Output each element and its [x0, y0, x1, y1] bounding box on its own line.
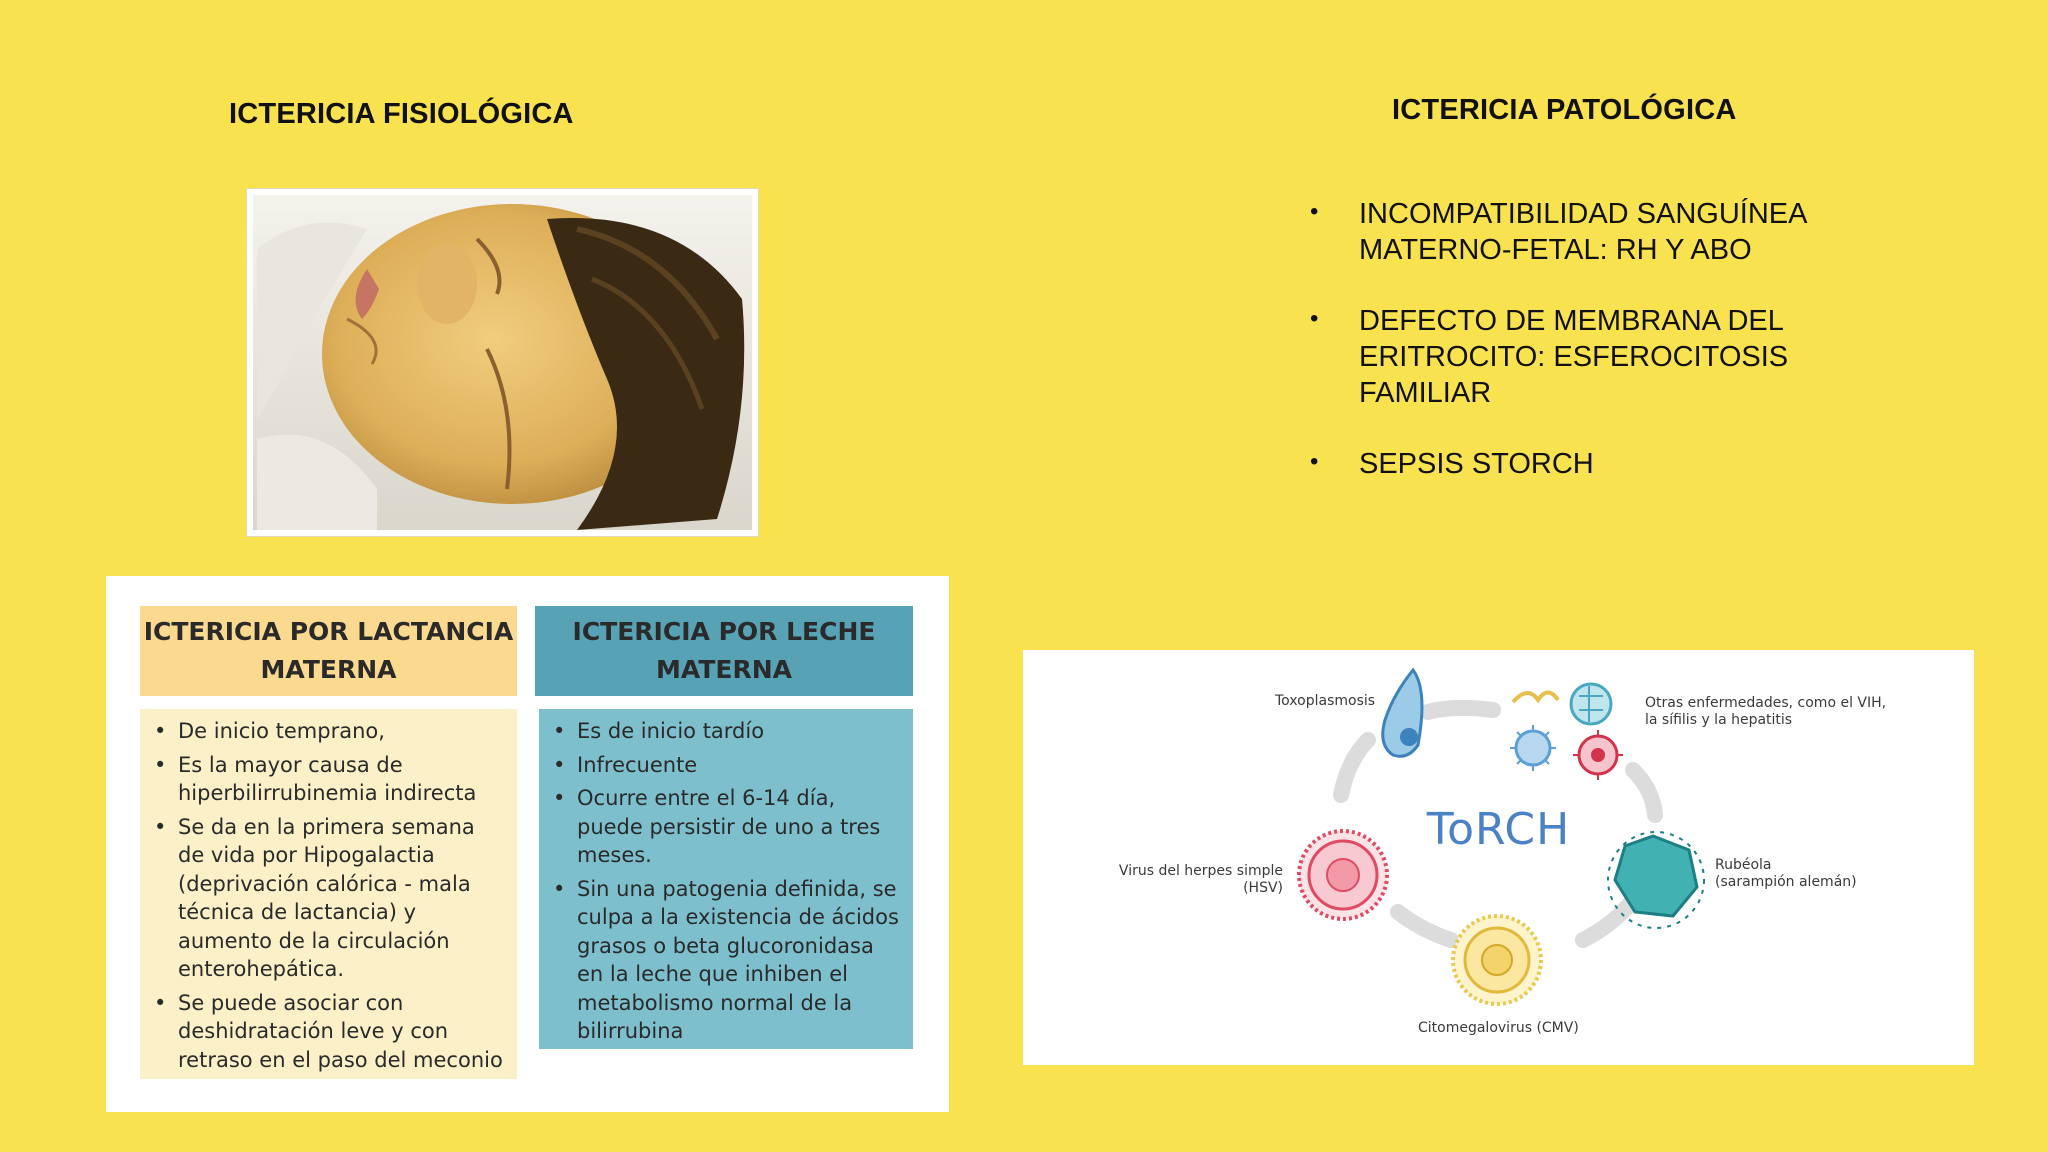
list-item: • De inicio temprano,: [148, 717, 507, 746]
other-diseases-label: Otras enfermedades, como el VIH, la sífilis y la hepatitis: [1645, 695, 1887, 728]
toxoplasmosis-label: Toxoplasmosis: [1275, 693, 1376, 709]
list-item: • Se puede asociar con deshidratación leve y con retraso en el paso del meconio: [148, 989, 507, 1075]
newborn-jaundice-photo: [246, 188, 759, 537]
cmv-label: Citomegalovirus (CMV): [1418, 1020, 1579, 1036]
list-item: • Se da en la primera semana de vida por Hipogalactia (deprivación calórica - mala técnica de lactancia) y aumento de la circulación enterohepática.: [148, 813, 507, 984]
torch-title: ToRCH: [1426, 804, 1571, 855]
rubella-label: Rubéola (sarampión alemán): [1715, 857, 1857, 890]
list-item: • Ocurre entre el 6-14 día, puede persistir de uno a tres meses.: [547, 784, 903, 870]
breastfeeding-jaundice-comparison: [106, 576, 949, 1112]
list-item: • Sin una patogenia definida, se culpa a la existencia de ácidos grasos o beta glucoronidasa en la leche que inhiben el metabolismo normal de la bilirrubina: [547, 875, 903, 1046]
toxoplasma-icon: [1383, 670, 1422, 756]
pathologic-causes-list: [1310, 196, 1910, 517]
cause-item: • INCOMPATIBILIDAD SANGUÍNEA MATERNO-FETAL: RH Y ABO: [1310, 196, 1910, 268]
leche-list: [539, 709, 913, 1049]
list-item: • Es de inicio tardío: [547, 717, 903, 746]
lactancia-list: [140, 709, 517, 1079]
list-item: • Es la mayor causa de hiperbilirrubinemia indirecta: [148, 751, 507, 808]
cmv-virus-icon: [1453, 916, 1541, 1004]
torch-diagram: [1023, 650, 1974, 1065]
lactancia-header: ICTERICIA POR LACTANCIA MATERNA: [140, 606, 517, 696]
leche-header: ICTERICIA POR LECHE MATERNA: [535, 606, 913, 696]
list-item: • Infrecuente: [547, 751, 903, 780]
cause-item: • SEPSIS STORCH: [1310, 446, 1910, 482]
right-section-title: ICTERICIA PATOLÓGICA: [1392, 94, 1737, 126]
left-section-title: ICTERICIA FISIOLÓGICA: [229, 98, 574, 130]
cause-item: • DEFECTO DE MEMBRANA DEL ERITROCITO: ESFEROCITOSIS FAMILIAR: [1310, 303, 1910, 411]
other-pathogens-icon: [1510, 684, 1623, 780]
herpes-label: Virus del herpes simple (HSV): [1118, 863, 1283, 896]
